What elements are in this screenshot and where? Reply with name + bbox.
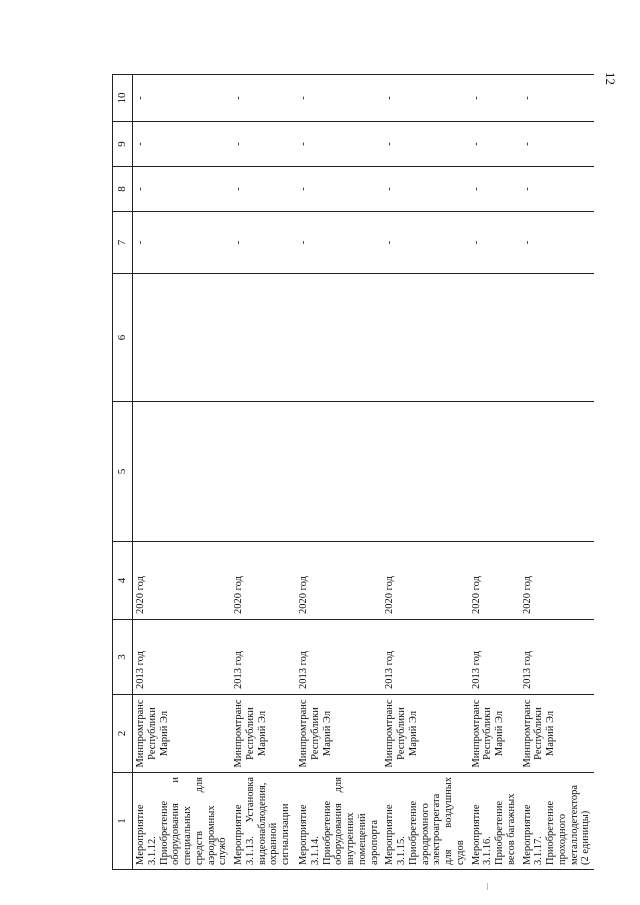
value-cell (296, 274, 382, 402)
start-year-cell: 2013 год (520, 620, 595, 695)
column-header: 5 (113, 402, 133, 542)
start-year-cell: 2013 год (469, 620, 520, 695)
activity-cell: Мероприятие 3.1.15. Приобретение аэродромного электроагрегата для воздушных судов (382, 773, 468, 870)
value-cell: - (133, 75, 232, 122)
end-year-cell: 2020 год (133, 542, 232, 620)
value-cell: - (133, 167, 232, 212)
table-row (133, 75, 232, 870)
value-cell (382, 402, 468, 542)
column-header: 7 (113, 212, 133, 274)
column-header: 9 (113, 122, 133, 167)
value-cell: - (382, 75, 468, 122)
rotated-table-container (112, 75, 619, 870)
value-cell: - (520, 212, 595, 274)
column-header: 3 (113, 620, 133, 695)
start-year-cell: 2013 год (296, 620, 382, 695)
executor-cell: Минпромтранс Республики Марий Эл (469, 695, 520, 773)
end-year-cell: 2020 год (469, 542, 520, 620)
end-year-cell: 2020 год (296, 542, 382, 620)
value-cell: - (296, 167, 382, 212)
activity-cell: Мероприятие 3.1.14. Приобретение оборудования для внутренних помещений аэропорта (296, 773, 382, 870)
value-cell: - (469, 75, 520, 122)
value-cell (469, 402, 520, 542)
executor-cell: Минпромтранс Республики Марий Эл (520, 695, 595, 773)
value-cell: - (382, 212, 468, 274)
activity-cell: Мероприятие 3.1.16. Приобретение весов багажных (469, 773, 520, 870)
value-cell (382, 274, 468, 402)
column-header: 1 (113, 773, 133, 870)
end-year-cell: 2020 год (520, 542, 595, 620)
program-activities-table (112, 74, 594, 870)
value-cell: - (133, 122, 232, 167)
value-cell (133, 274, 232, 402)
table-row (231, 75, 296, 870)
value-cell (296, 402, 382, 542)
table-row (382, 75, 468, 870)
value-cell: - (520, 122, 595, 167)
table-row (520, 75, 595, 870)
column-header: 4 (113, 542, 133, 620)
value-cell (231, 402, 296, 542)
column-header: 8 (113, 167, 133, 212)
value-cell: - (520, 167, 595, 212)
executor-cell: Минпромтранс Республики Марий Эл (382, 695, 468, 773)
activity-cell: Мероприятие 3.1.12. Приобретение оборудования и специальных средств для аэродромных служб (133, 773, 232, 870)
column-header: 6 (113, 274, 133, 402)
value-cell (520, 274, 595, 402)
column-header: 10 (113, 75, 133, 122)
executor-cell: Минпромтранс Республики Марий Эл (231, 695, 296, 773)
value-cell: - (231, 122, 296, 167)
end-year-cell: 2020 год (382, 542, 468, 620)
executor-cell: Минпромтранс Республики Марий Эл (133, 695, 232, 773)
value-cell: - (382, 167, 468, 212)
value-cell: - (520, 75, 595, 122)
value-cell (520, 402, 595, 542)
scan-mark (487, 883, 488, 890)
value-cell (231, 274, 296, 402)
value-cell: - (469, 167, 520, 212)
value-cell: - (382, 122, 468, 167)
value-cell (469, 274, 520, 402)
value-cell: - (469, 212, 520, 274)
value-cell: - (469, 122, 520, 167)
value-cell: - (231, 75, 296, 122)
start-year-cell: 2013 год (231, 620, 296, 695)
table-row (296, 75, 382, 870)
page-number: 12 (603, 72, 618, 85)
value-cell: - (133, 212, 232, 274)
activity-cell: Мероприятие 3.1.13. Установка видеонаблюдения, охранной сигнализации (231, 773, 296, 870)
column-header: 2 (113, 695, 133, 773)
end-year-cell: 2020 год (231, 542, 296, 620)
value-cell: - (296, 75, 382, 122)
executor-cell: Минпромтранс Республики Марий Эл (296, 695, 382, 773)
table-row (469, 75, 520, 870)
value-cell: - (231, 212, 296, 274)
activity-cell: Мероприятие 3.1.17. Приобретение проходного металлодетектора (2 единицы) (520, 773, 595, 870)
start-year-cell: 2013 год (133, 620, 232, 695)
value-cell: - (296, 122, 382, 167)
value-cell (133, 402, 232, 542)
value-cell: - (231, 167, 296, 212)
start-year-cell: 2013 год (382, 620, 468, 695)
value-cell: - (296, 212, 382, 274)
header-row (113, 75, 133, 870)
